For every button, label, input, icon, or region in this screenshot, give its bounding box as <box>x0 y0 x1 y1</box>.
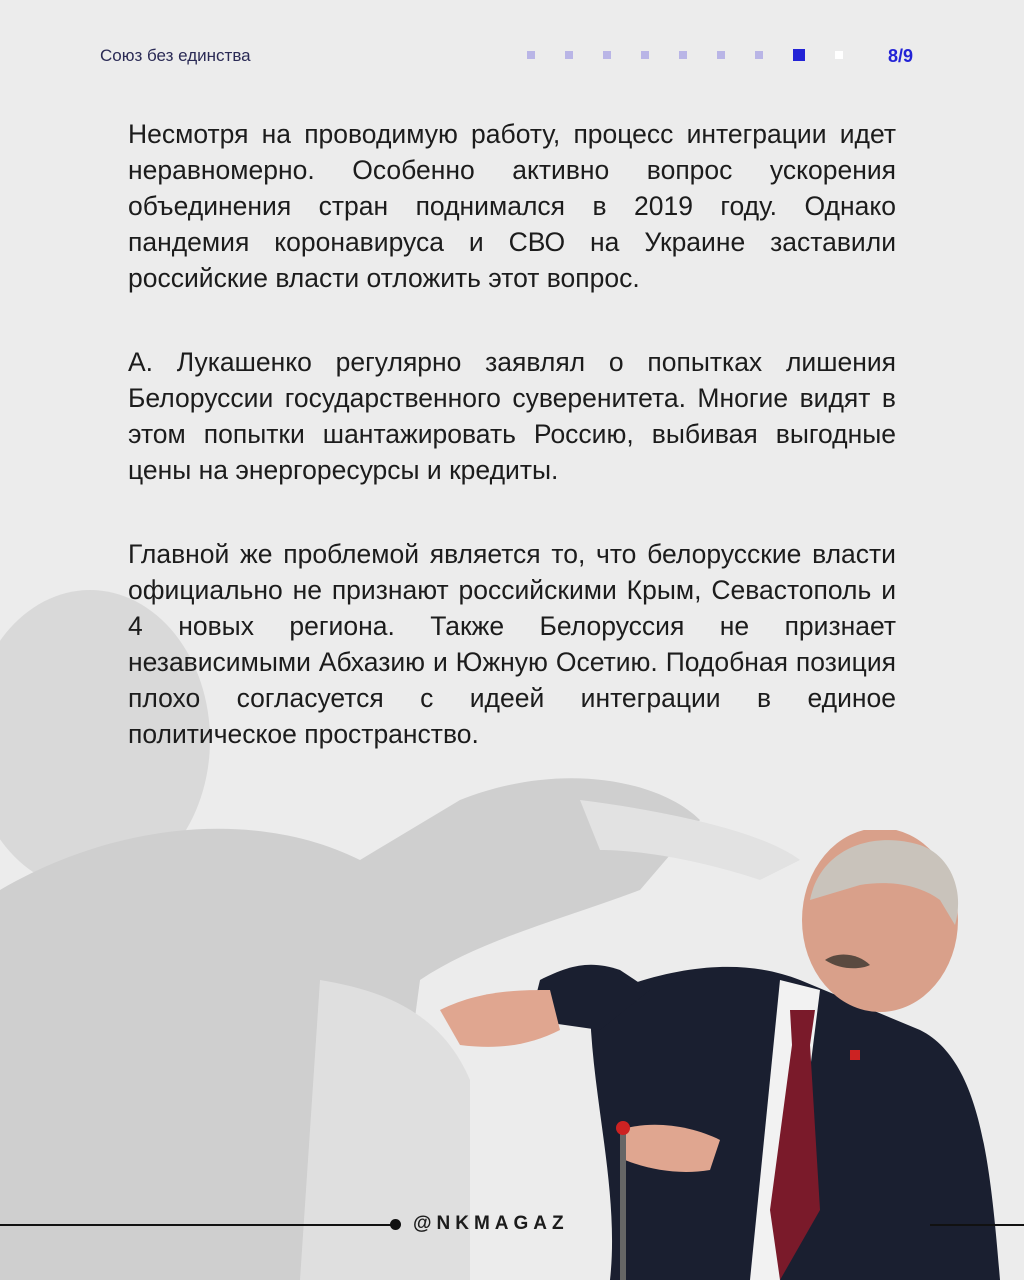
paragraph-2: А. Лукашенко регулярно заявлял о попытках лишения Белоруссии государственного суверенитета. Многие видят в этом попытки шантажировать Россию, выбивая выгодные цены на энергоресурсы и кредиты. <box>128 347 896 485</box>
progress-dot-3 <box>603 51 611 59</box>
account-handle: @NKMAGAZ <box>413 1213 569 1234</box>
progress-dot-1 <box>527 51 535 59</box>
progress-dot-9 <box>835 51 843 59</box>
footer-divider-right <box>930 1224 1024 1226</box>
page-indicator: 8/9 <box>888 46 914 66</box>
progress-dot-2 <box>565 51 573 59</box>
paragraph-1: Несмотря на проводимую работу, процесс интеграции идет неравномерно. Особенно активно вопрос ускорения объединения стран поднимался в 2019 году. Однако пандемия коронавируса и СВО на Украине заставили российские власти отложить этот вопрос. <box>128 119 896 293</box>
footer-bullet <box>390 1219 401 1230</box>
progress-dot-5 <box>679 51 687 59</box>
footer-divider-left <box>0 1224 392 1226</box>
progress-dot-6 <box>717 51 725 59</box>
paragraph-3: Главной же проблемой является то, что белорусские власти официально не признают российскими Крым, Севастополь и 4 новых региона. Также Белоруссия не признает независимыми Абхазию и Южную Осетию. Подобная позиция плохо согласуется с идеей интеграции в единое политическое пространство. <box>128 539 896 749</box>
progress-dot-current <box>793 49 805 61</box>
slide-progress-indicator <box>527 51 873 61</box>
progress-dot-7 <box>755 51 763 59</box>
series-title: Союз без единства <box>100 46 251 65</box>
progress-dot-4 <box>641 51 649 59</box>
